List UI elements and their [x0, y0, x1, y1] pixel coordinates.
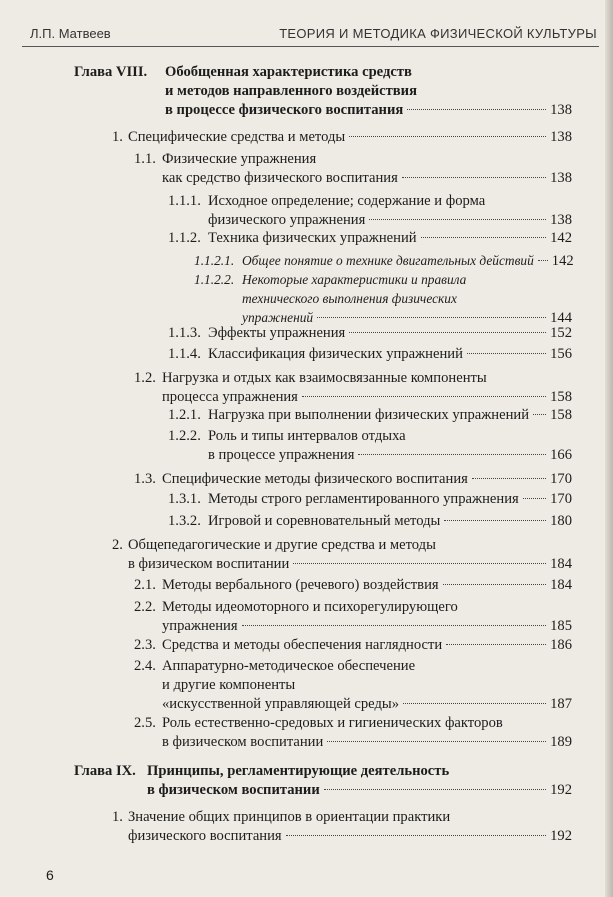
dot-leader	[402, 177, 546, 178]
toc-entry-page: 144	[550, 310, 572, 326]
dot-leader	[327, 741, 546, 742]
toc-entry-s1-1-1	[168, 192, 572, 230]
toc-entry-page: 142	[551, 253, 574, 269]
dot-leader	[444, 520, 546, 521]
dot-leader	[324, 789, 546, 790]
toc-entry-number: 1.2.2.	[168, 428, 201, 444]
toc-entry-page: 166	[550, 447, 572, 463]
toc-entry-title-line: упражнения	[162, 618, 238, 634]
toc-entry-page: 192	[550, 828, 572, 844]
toc-entry-page: 152	[550, 325, 572, 341]
toc-entry-number: 1.1.	[134, 151, 156, 167]
dot-leader	[472, 478, 546, 479]
toc-entry-title-line: в процессе упражнения	[208, 447, 355, 463]
toc-entry-number: 1.2.	[134, 370, 156, 386]
toc-entry-title-line: в процессе физического воспитания	[165, 102, 404, 118]
toc-entry-s1-2-1	[168, 406, 572, 425]
toc-entry-title-line: Эффекты упражнения	[208, 325, 346, 341]
dot-leader	[369, 219, 546, 220]
toc-entry-s2-2	[134, 598, 572, 636]
toc-entry-s1	[112, 128, 572, 147]
toc-entry-page: 158	[550, 389, 572, 405]
toc-entry-title-line: Техника физических упражнений	[208, 230, 417, 246]
dot-leader	[443, 584, 547, 585]
toc-entry-number: 2.4.	[134, 658, 156, 674]
toc-entry-page: 184	[550, 577, 572, 593]
toc-entry-s2	[112, 536, 572, 574]
toc-entry-s1-3-2	[168, 512, 572, 531]
toc-entry-title-line: технического выполнения физических	[242, 291, 457, 306]
toc-entry-page: 170	[550, 471, 572, 487]
toc-entry-page: 138	[550, 129, 572, 145]
toc-entry-number: 2.3.	[134, 637, 156, 653]
toc-entry-number: 1.1.2.1.	[194, 253, 235, 268]
toc-entry-title-line: Обобщенная характеристика средств	[165, 64, 412, 80]
toc-entry-number: 1.1.1.	[168, 193, 201, 209]
toc-entry-title-line: Некоторые характеристики и правила	[242, 272, 467, 287]
header-book-title: ТЕОРИЯ И МЕТОДИКА ФИЗИЧЕСКОЙ КУЛЬТУРЫ	[279, 26, 597, 41]
toc-entry-number: 2.2.	[134, 599, 156, 615]
toc-entry-number: 2.	[112, 537, 123, 553]
toc-entry-number: 1.1.3.	[168, 325, 201, 341]
toc-entry-title-line: процесса упражнения	[162, 389, 298, 405]
toc-entry-title-line: Игровой и соревновательный методы	[208, 513, 441, 529]
toc-entry-page: 192	[550, 782, 572, 798]
toc-entry-ch9	[74, 762, 572, 800]
toc-entry-page: 189	[550, 734, 572, 750]
toc-entry-title-line: Принципы, регламентирующие деятельность	[147, 763, 450, 779]
toc-entry-s2-3	[134, 636, 572, 655]
toc-entry-s2-4	[134, 657, 572, 714]
toc-entry-page: 138	[550, 212, 572, 228]
toc-entry-number: 1.	[112, 809, 123, 825]
dot-leader	[286, 835, 546, 836]
toc-entry-s1-2	[134, 369, 572, 407]
toc-entry-title-line: физического воспитания	[128, 828, 282, 844]
toc-entry-s1-1	[134, 150, 572, 188]
toc-entry-page: 186	[550, 637, 572, 653]
toc-entry-title-line: Исходное определение; содержание и форма	[208, 193, 486, 209]
dot-leader	[242, 625, 547, 626]
toc-entry-s1-2-2	[168, 427, 572, 465]
toc-entry-s9-1	[112, 808, 572, 846]
toc-entry-s1-1-2-1	[194, 251, 574, 271]
toc-entry-title-line: и методов направленного воздействия	[165, 83, 417, 99]
toc-entry-page: 156	[550, 346, 572, 362]
toc-entry-s1-3	[134, 470, 572, 489]
page-edge	[605, 0, 613, 897]
toc-entry-title-line: Специфические методы физического воспитания	[162, 471, 468, 487]
toc-entry-number: 1.1.2.	[168, 230, 201, 246]
toc-entry-number: 1.1.2.2.	[194, 272, 235, 287]
toc-entry-title-line: физического упражнения	[208, 212, 366, 228]
toc-entry-title-line: как средство физического воспитания	[162, 170, 398, 186]
toc-entry-title-line: Методы строго регламентированного упражнения	[208, 491, 519, 507]
toc-entry-title-line: и другие компоненты	[162, 677, 296, 693]
toc-entry-title-line: Значение общих принципов в ориентации практики	[128, 809, 451, 825]
dot-leader	[358, 454, 546, 455]
toc-entry-title-line: Классификация физических упражнений	[208, 346, 463, 362]
toc-entry-number: 2.1.	[134, 577, 156, 593]
dot-leader	[349, 332, 546, 333]
running-header	[22, 24, 599, 47]
page-number: 6	[46, 867, 54, 883]
dot-leader	[446, 644, 546, 645]
toc-entry-page: 138	[550, 170, 572, 186]
toc-entry-title-line: Аппаратурно-методическое обеспечение	[162, 658, 416, 674]
toc-entry-title-line: «искусственной управляющей среды»	[162, 696, 399, 712]
toc-entry-page: 142	[550, 230, 572, 246]
toc-entry-title-line: в физическом воспитании	[162, 734, 324, 750]
toc-entry-page: 180	[550, 513, 572, 529]
toc-entry-page: 187	[550, 696, 572, 712]
toc-entry-number: 1.3.1.	[168, 491, 201, 507]
toc-entry-page: 138	[550, 102, 572, 118]
dot-leader	[467, 353, 546, 354]
toc-entry-page: 185	[550, 618, 572, 634]
dot-leader	[538, 260, 548, 261]
toc-entry-title-line: в физическом воспитании	[128, 556, 290, 572]
toc-entry-title-line: Общее понятие о технике двигательных действий	[242, 253, 534, 268]
toc-entry-s1-3-1	[168, 490, 572, 509]
toc-entry-s2-1	[134, 576, 572, 595]
toc-entry-title-line: Специфические средства и методы	[128, 129, 346, 145]
toc-entry-number: 1.3.2.	[168, 513, 201, 529]
header-author: Л.П. Матвеев	[30, 26, 111, 41]
dot-leader	[407, 109, 546, 110]
dot-leader	[421, 237, 547, 238]
dot-leader	[523, 498, 546, 499]
toc-entry-title-line: Методы идеомоторного и психорегулирующего	[162, 599, 458, 615]
toc-entry-page: 158	[550, 407, 572, 423]
toc-entry-number: 1.	[112, 129, 123, 145]
toc-entry-title-line: Средства и методы обеспечения наглядности	[162, 637, 443, 653]
toc-entry-title-line: упражнений	[242, 310, 314, 325]
toc-entry-number: 1.3.	[134, 471, 156, 487]
toc-entry-title-line: Методы вербального (речевого) воздействия	[162, 577, 439, 593]
toc-entry-number: Глава VIII.	[74, 64, 148, 80]
dot-leader	[403, 703, 546, 704]
toc-entry-title-line: Роль и типы интервалов отдыха	[208, 428, 406, 444]
toc-entry-s1-1-2	[168, 229, 572, 248]
dot-leader	[533, 414, 546, 415]
dot-leader	[293, 563, 546, 564]
toc-entry-s1-1-4	[168, 345, 572, 364]
toc-entry-title-line: Роль естественно-средовых и гигиенических факторов	[162, 715, 503, 731]
toc-entry-title-line: Общепедагогические и другие средства и методы	[128, 537, 436, 553]
toc-entry-s1-1-2-2	[194, 270, 572, 328]
dot-leader	[349, 136, 546, 137]
dot-leader	[317, 317, 546, 318]
dot-leader	[302, 396, 546, 397]
toc-entry-title-line: Нагрузка при выполнении физических упражнений	[208, 407, 530, 423]
toc-entry-number: 2.5.	[134, 715, 156, 731]
toc-entry-page: 170	[550, 491, 572, 507]
toc-entry-s2-5	[134, 714, 572, 752]
toc-entry-title-line: Физические упражнения	[162, 151, 317, 167]
toc-entry-number: 1.2.1.	[168, 407, 201, 423]
toc-entry-title-line: Нагрузка и отдых как взаимосвязанные компоненты	[162, 370, 487, 386]
toc-entry-number: 1.1.4.	[168, 346, 201, 362]
toc-entry-page: 184	[550, 556, 572, 572]
toc-entry-number: Глава IX.	[74, 763, 136, 779]
toc-entry-title-line: в физическом воспитании	[147, 782, 320, 798]
toc-entry-s1-1-3	[168, 324, 572, 343]
toc-entry-ch8	[74, 63, 572, 120]
